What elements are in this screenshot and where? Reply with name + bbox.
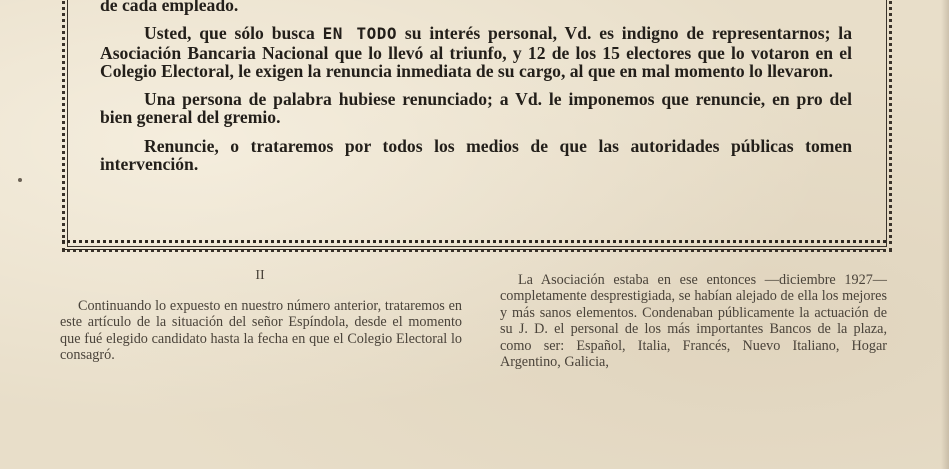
notice-paragraph-3 [100,137,852,174]
notice-paragraph-2 [100,90,852,127]
section-number: II [255,268,265,283]
article-column-right [500,272,887,370]
notice-p3-text: Renuncie, o trataremos por todos los medios de que las autoridades públicas tomen intervención. [100,135,852,175]
left-column-paragraph: Continuando lo expuesto en nuestro número anterior, trataremos en este artículo de la situación del señor Espíndola, desde el momento que fué elegido candidato hasta la fecha en que el Colegio Electoral lo consagró. [60,298,462,364]
notice-paragraph-1 [100,24,852,80]
boxed-notice-bottom-rule [62,240,886,250]
notice-p2-text: Una persona de palabra hubiese renunciado; a Vd. le imponemos que renuncie, en pro del bien general del gremio. [100,89,852,128]
notice-p1-rest: su interés personal, Vd. es indigno de representarnos; la Asociación Bancaria Nacional que lo llevó al triunfo, y 12 de los 15 electores que lo votaron en el Colegio Electoral, le exigen la renuncia inmediata de su cargo, al que en mal momento lo llevaron. [100,23,852,81]
boxed-notice-text [100,0,852,173]
article-column-left [60,298,462,364]
notice-fragment-text: de cada empleado. [100,0,239,15]
paper-speck [18,178,22,182]
notice-p1-emphasis: EN TODO [322,24,398,44]
right-column-paragraph: La Asociación estaba en ese entonces —diciembre 1927— completamente desprestigiada, se habían alejado de ella los mejores y más sanos elementos. Condenaban públicamente la actuación de su J. D. el personal de los más importantes Bancos de la plaza, como ser: Español, Italia, Francés, Nuevo Italiano, Hogar Argentino, Galicia, [500,272,887,371]
notice-line-fragment [100,0,852,14]
notice-p1-start: Usted, que sólo busca [144,23,323,44]
page-edge-shadow [941,0,949,469]
